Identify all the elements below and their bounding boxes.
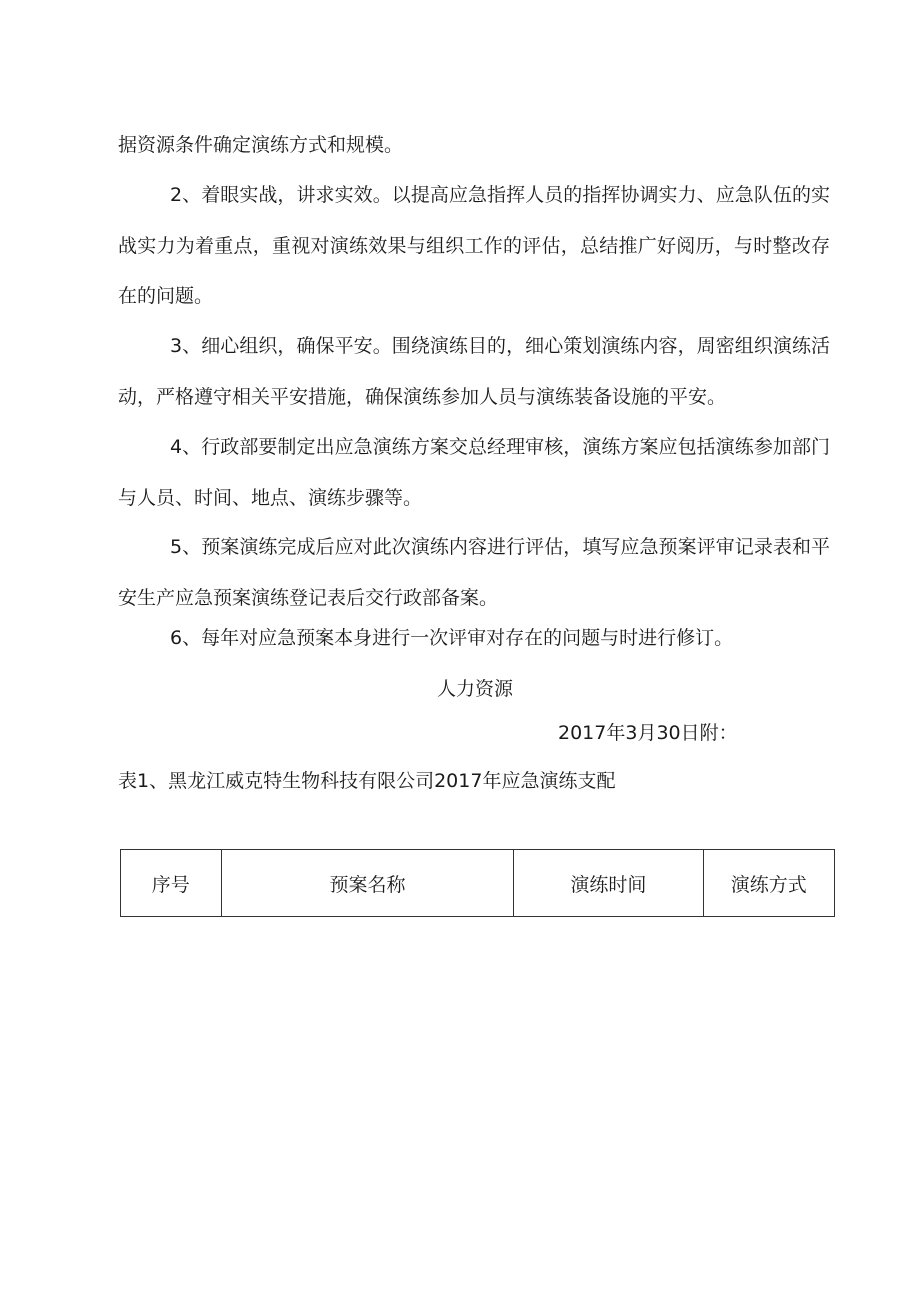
paragraph-item-4: 4、行政部要制定出应急演练方案交总经理审核，演练方案应包括演练参加部门与人员、时间、地点、演练步骤等。 bbox=[118, 436, 830, 509]
table-header-plan-name: 预案名称 bbox=[221, 850, 514, 917]
signature-department: 人力资源 bbox=[437, 678, 514, 700]
paragraph-item-2: 2、着眼实战，讲求实效。以提高应急指挥人员的指挥协调实力、应急队伍的实战实力为着重点，重视对演练效果与组织工作的评估，总结推广好阅历，与时整改存在的问题。 bbox=[118, 184, 830, 307]
paragraph-item-3: 3、细心组织，确保平安。围绕演练目的，细心策划演练内容，周密组织演练活动，严格遵守相关平安措施，确保演练参加人员与演练装备设施的平安。 bbox=[118, 335, 830, 408]
table-header-drill-time: 演练时间 bbox=[514, 850, 703, 917]
paragraph-item-6: 6、每年对应急预案本身进行一次评审对存在的问题与时进行修订。 bbox=[170, 627, 734, 649]
drill-schedule-table bbox=[120, 849, 835, 917]
paragraph-item-5: 5、预案演练完成后应对此次演练内容进行评估，填写应急预案评审记录表和平安生产应急预案演练登记表后交行政部备案。 bbox=[118, 536, 830, 609]
paragraph-continuation: 据资源条件确定演练方式和规模。 bbox=[118, 134, 404, 156]
table-header-drill-method: 演练方式 bbox=[703, 850, 835, 917]
table-header-index: 序号 bbox=[121, 850, 222, 917]
table-header-row bbox=[121, 850, 835, 917]
date-line: 2017年3月30日附： bbox=[558, 722, 738, 744]
table-caption: 表1、黑龙江威克特生物科技有限公司2017年应急演练支配 bbox=[118, 770, 616, 792]
